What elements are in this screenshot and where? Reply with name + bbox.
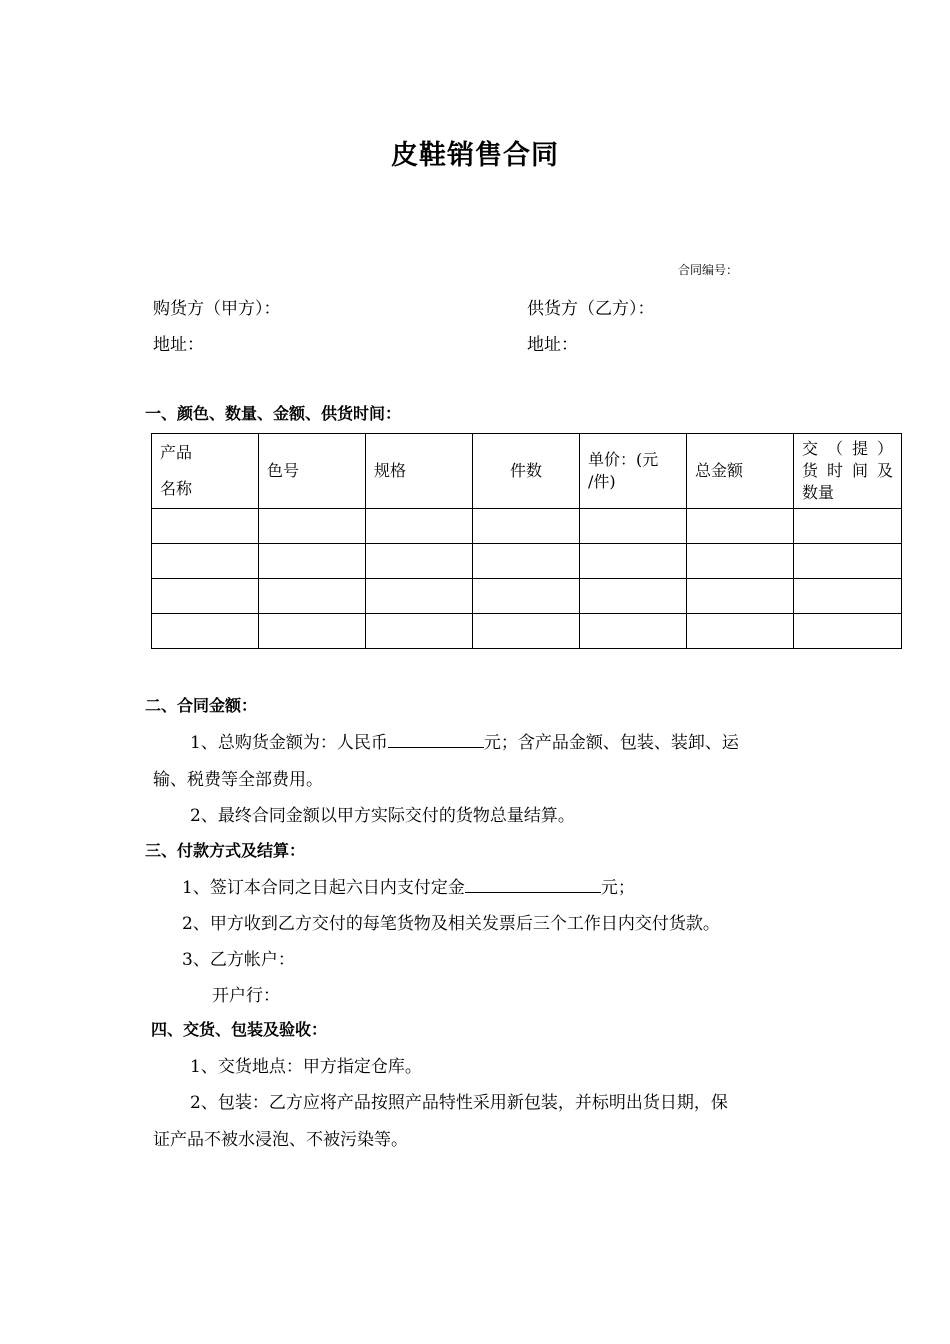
table-cell[interactable] bbox=[794, 509, 902, 544]
header-quantity: 件数 bbox=[473, 434, 580, 509]
table-cell[interactable] bbox=[473, 509, 580, 544]
section-2-item-1-continued: 输、税费等全部费用。 bbox=[153, 770, 323, 790]
section-3-bank-label: 开户行： bbox=[212, 986, 280, 1006]
table-cell[interactable] bbox=[259, 614, 366, 649]
contract-number-label: 合同编号： bbox=[678, 263, 739, 277]
table-cell[interactable] bbox=[687, 509, 794, 544]
section-4-heading: 四、交货、包装及验收： bbox=[151, 1020, 328, 1039]
table-cell[interactable] bbox=[473, 544, 580, 579]
header-delivery-time-line1: 交 （ 提 ） bbox=[802, 439, 893, 458]
table-cell[interactable] bbox=[152, 544, 259, 579]
seller-label: 供货方（乙方）： bbox=[527, 299, 655, 319]
header-product-name-line1: 产品 bbox=[160, 443, 193, 462]
section-3-item-2: 2、甲方收到乙方交付的每笔货物及相关发票后三个工作日内交付货款。 bbox=[182, 914, 720, 934]
table-cell[interactable] bbox=[152, 579, 259, 614]
table-row bbox=[152, 579, 902, 614]
section-4-item-1: 1、交货地点：甲方指定仓库。 bbox=[190, 1057, 422, 1077]
table-cell[interactable] bbox=[580, 614, 687, 649]
table-cell[interactable] bbox=[580, 579, 687, 614]
header-delivery-time-line2: 货时间及 bbox=[802, 461, 893, 480]
section-1-heading: 一、颜色、数量、金额、供货时间： bbox=[145, 404, 402, 423]
table-cell[interactable] bbox=[366, 614, 473, 649]
table-cell[interactable] bbox=[366, 579, 473, 614]
table-cell[interactable] bbox=[687, 614, 794, 649]
header-unit-price-line1: 单价：(元 bbox=[588, 450, 659, 469]
table-cell[interactable] bbox=[473, 614, 580, 649]
table-cell[interactable] bbox=[580, 544, 687, 579]
header-color-code: 色号 bbox=[259, 434, 366, 509]
section-2-item-1-suffix: 元；含产品金额、包装、装卸、运 bbox=[483, 733, 739, 753]
table-header-row bbox=[152, 434, 902, 509]
header-product-name-line2: 名称 bbox=[160, 479, 193, 498]
section-2-item-1 bbox=[190, 728, 739, 753]
section-2-item-1-prefix: 1、总购货金额为：人民币 bbox=[190, 733, 388, 753]
table-cell[interactable] bbox=[580, 509, 687, 544]
section-2-heading: 二、合同金额： bbox=[145, 696, 258, 715]
header-unit-price bbox=[580, 434, 687, 509]
section-3-item-1-prefix: 1、签订本合同之日起六日内支付定金 bbox=[182, 878, 465, 898]
table-cell[interactable] bbox=[473, 579, 580, 614]
table-row bbox=[152, 509, 902, 544]
seller-address-label: 地址： bbox=[527, 335, 578, 355]
section-3-heading: 三、付款方式及结算： bbox=[145, 841, 306, 860]
section-4-item-2-continued: 证产品不被水浸泡、不被污染等。 bbox=[153, 1130, 408, 1150]
table-cell[interactable] bbox=[259, 579, 366, 614]
table-cell[interactable] bbox=[366, 544, 473, 579]
table-cell[interactable] bbox=[794, 614, 902, 649]
deposit-amount-blank[interactable] bbox=[465, 876, 601, 893]
table-cell[interactable] bbox=[794, 544, 902, 579]
table-cell[interactable] bbox=[687, 579, 794, 614]
buyer-address-label: 地址： bbox=[153, 335, 204, 355]
header-product-name bbox=[152, 434, 259, 509]
table-cell[interactable] bbox=[259, 544, 366, 579]
table-cell[interactable] bbox=[152, 509, 259, 544]
table-cell[interactable] bbox=[152, 614, 259, 649]
total-amount-blank[interactable] bbox=[388, 731, 484, 748]
table-row bbox=[152, 614, 902, 649]
document-title: 皮鞋销售合同 bbox=[391, 140, 559, 171]
goods-table bbox=[151, 433, 902, 649]
table-cell[interactable] bbox=[259, 509, 366, 544]
section-4-item-2: 2、包装：乙方应将产品按照产品特性采用新包装，并标明出货日期，保 bbox=[190, 1093, 728, 1113]
table-row bbox=[152, 544, 902, 579]
buyer-label: 购货方（甲方）： bbox=[153, 299, 281, 319]
header-specification: 规格 bbox=[366, 434, 473, 509]
header-delivery-time-line3: 数量 bbox=[802, 483, 835, 502]
table-cell[interactable] bbox=[794, 579, 902, 614]
header-unit-price-line2: /件) bbox=[588, 472, 616, 491]
table-cell[interactable] bbox=[366, 509, 473, 544]
table-cell[interactable] bbox=[687, 544, 794, 579]
header-total-amount: 总金额 bbox=[687, 434, 794, 509]
section-3-item-3: 3、乙方帐户： bbox=[182, 950, 295, 970]
section-3-item-1-suffix: 元； bbox=[600, 878, 635, 898]
section-3-item-1 bbox=[182, 873, 635, 898]
header-delivery-time bbox=[794, 434, 902, 509]
section-2-item-2: 2、最终合同金额以甲方实际交付的货物总量结算。 bbox=[190, 806, 575, 826]
